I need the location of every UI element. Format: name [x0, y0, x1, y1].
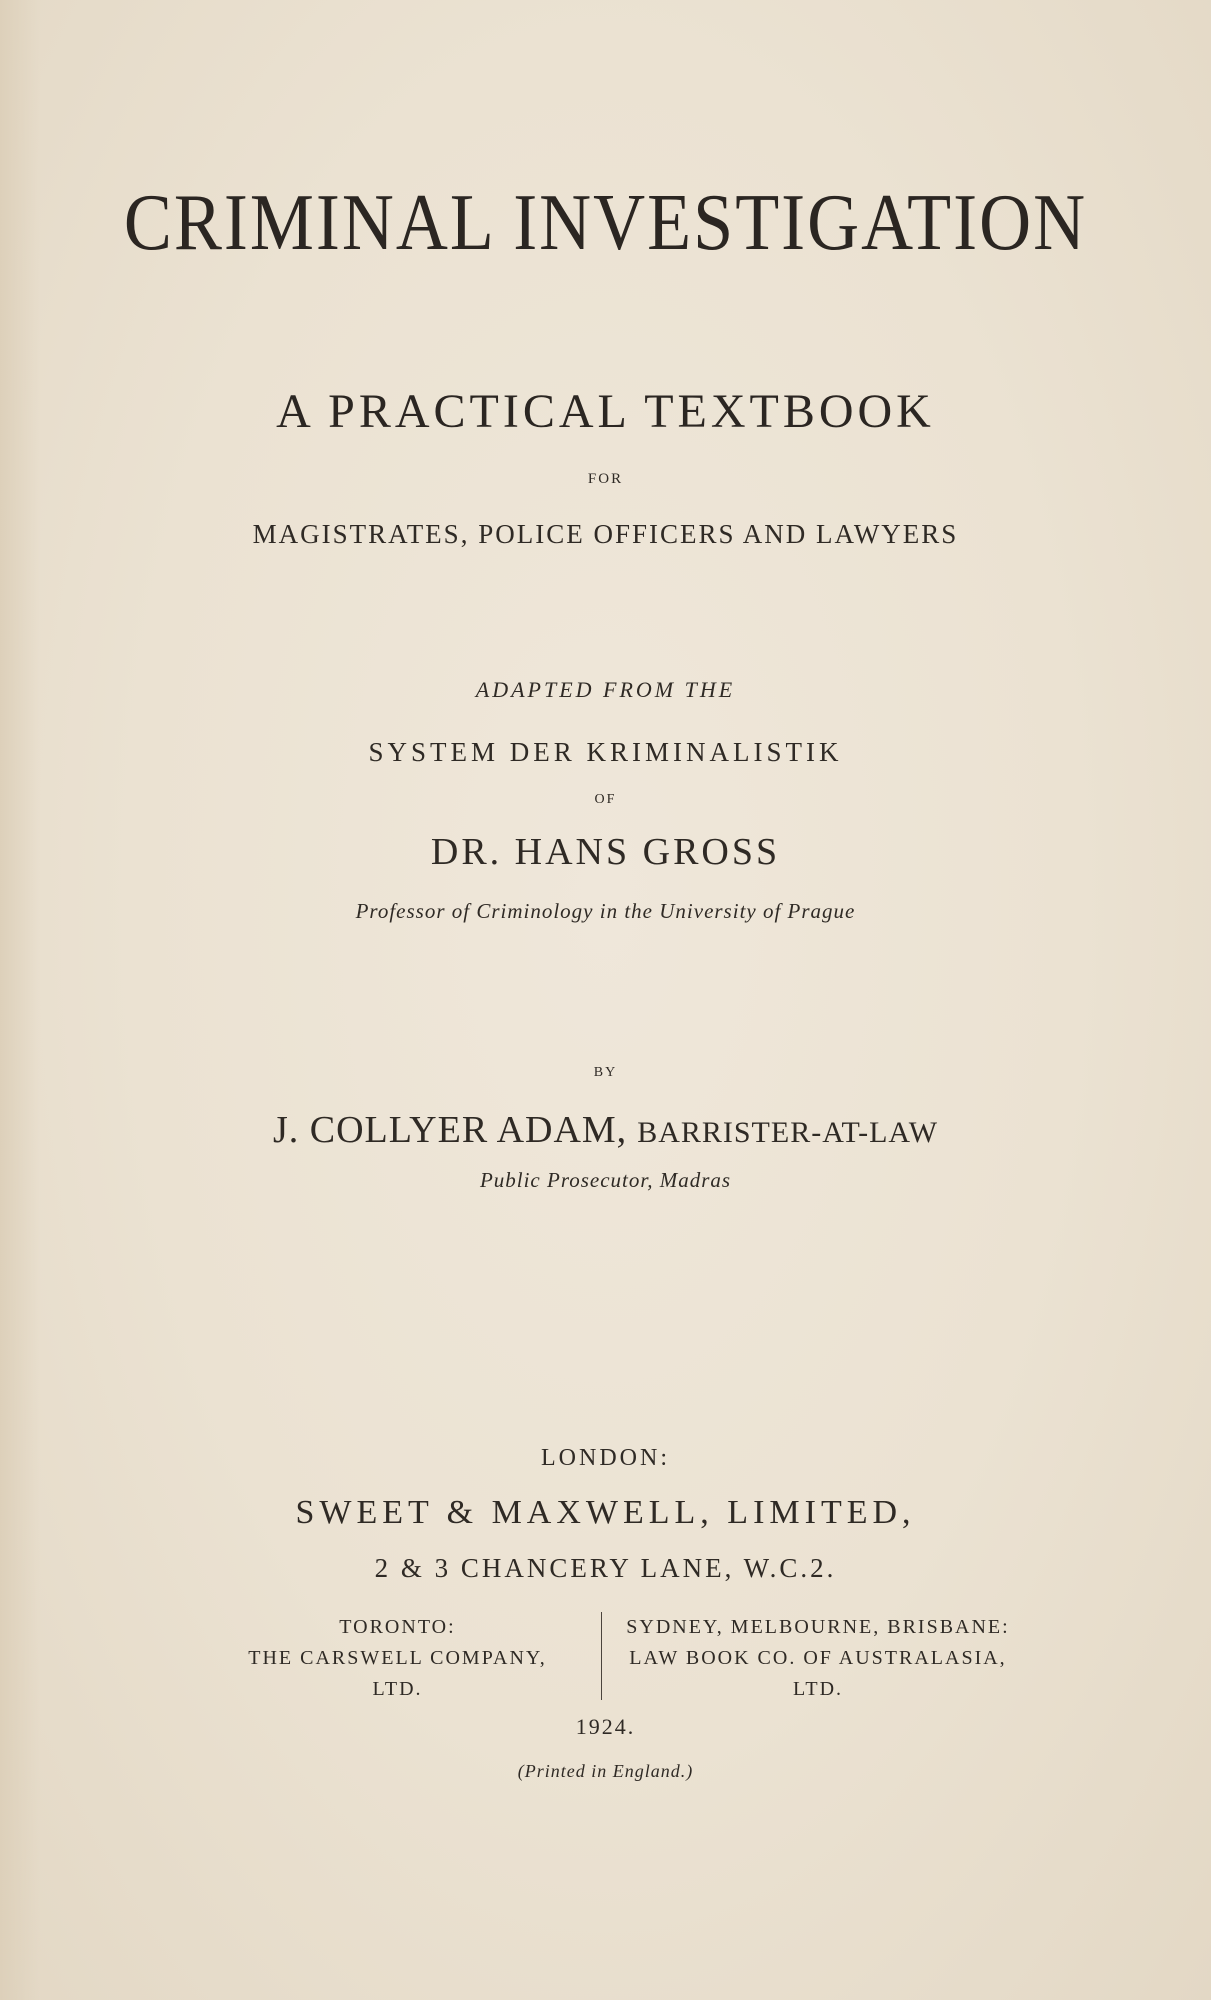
for-label: FOR — [587, 471, 624, 487]
adapted-from-label: ADAPTED FROM THE — [475, 677, 736, 702]
imprint-address: 2 & 3 CHANCERY LANE, W.C.2. — [374, 1553, 837, 1583]
australia-cities: SYDNEY, MELBOURNE, BRISBANE: — [626, 1616, 1010, 1638]
audience-line: MAGISTRATES, POLICE OFFICERS AND LAWYERS — [252, 519, 959, 549]
imprint-toronto-block — [195, 1612, 600, 1705]
book-title: CRIMINAL INVESTIGATION — [123, 177, 1088, 267]
toronto-suffix: LTD. — [372, 1678, 423, 1700]
toronto-city: TORONTO: — [339, 1616, 456, 1638]
of-label: OF — [594, 792, 617, 807]
australia-suffix: LTD. — [792, 1678, 844, 1700]
page-edge-shadow — [0, 0, 40, 2000]
imprint-divider — [601, 1612, 602, 1700]
australia-company: LAW BOOK CO. OF AUSTRALASIA, — [629, 1647, 1007, 1669]
adapter-line — [0, 1111, 1211, 1149]
imprint-australia-block — [603, 1612, 1033, 1705]
by-label: BY — [593, 1065, 618, 1080]
printed-note: (Printed in England.) — [517, 1761, 694, 1781]
imprint-publisher: SWEET & MAXWELL, LIMITED, — [295, 1494, 916, 1531]
adapter-description: Public Prosecutor, Madras — [479, 1168, 732, 1192]
publication-year: 1924. — [575, 1714, 636, 1739]
imprint-city: LONDON: — [541, 1445, 670, 1471]
adapter-role: BARRISTER-AT-LAW — [637, 1116, 939, 1149]
adapter-name: J. COLLYER ADAM, — [272, 1109, 628, 1151]
book-subtitle: A PRACTICAL TEXTBOOK — [276, 385, 935, 438]
toronto-company: THE CARSWELL COMPANY, — [248, 1647, 547, 1669]
original-author: DR. HANS GROSS — [430, 831, 781, 873]
source-work-title: SYSTEM DER KRIMINALISTIK — [368, 737, 843, 767]
original-author-description: Professor of Criminology in the University of Prague — [355, 899, 856, 923]
